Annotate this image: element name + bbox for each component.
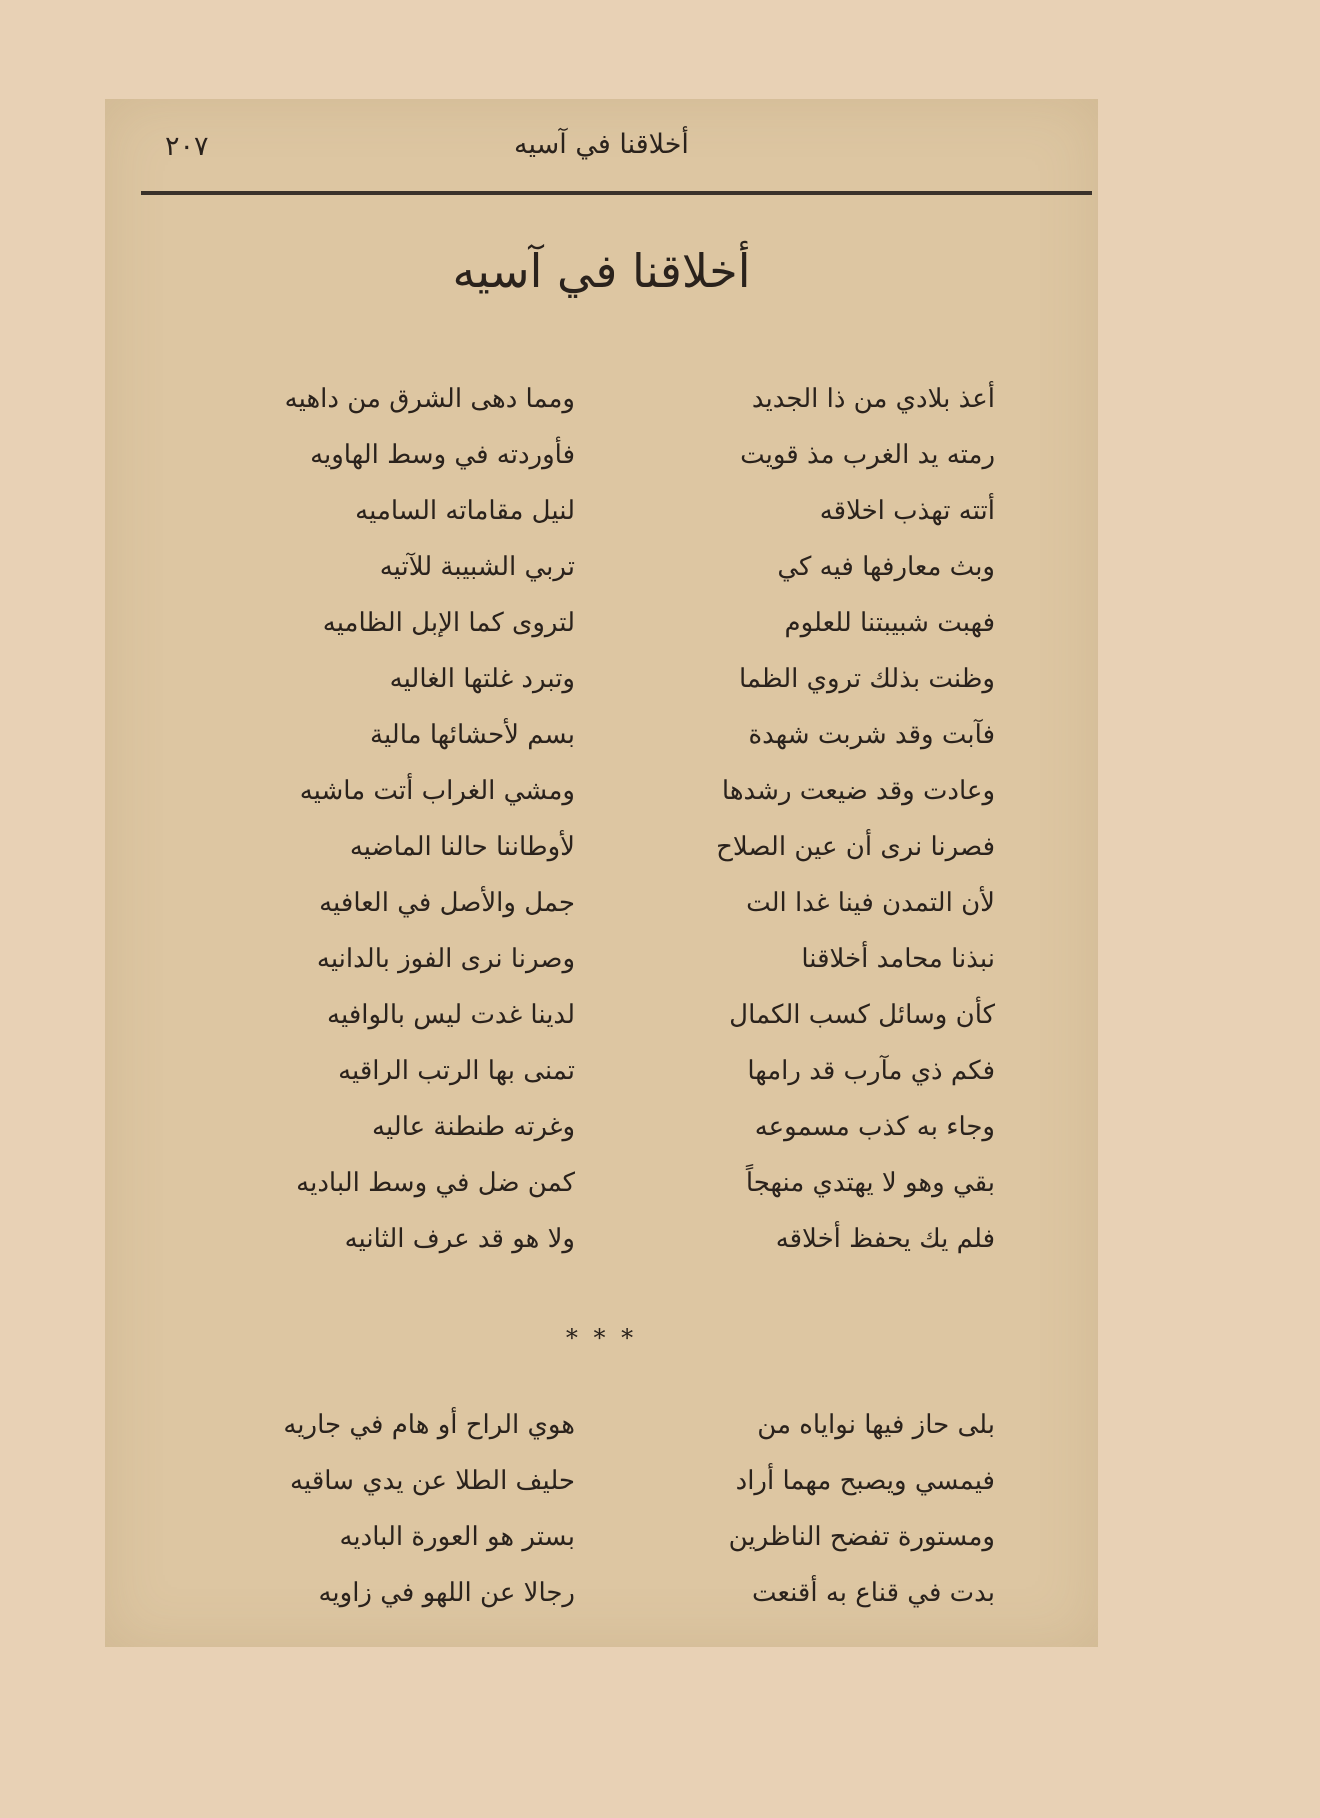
second-hemistich: لتروى كما الإبل الظاميه — [322, 608, 575, 638]
second-hemistich: لأوطاننا حالنا الماضيه — [349, 832, 575, 862]
second-hemistich: حليف الطلا عن يدي ساقيه — [290, 1466, 575, 1496]
first-hemistich: وعادت وقد ضيعت رشدها — [721, 776, 995, 806]
second-hemistich: كمن ضل في وسط الباديه — [296, 1168, 575, 1198]
second-hemistich: وغرته طنطنة عاليه — [372, 1112, 575, 1142]
stanza-2 — [255, 1397, 995, 1621]
page-number: ٢٠٧ — [165, 131, 209, 162]
couplet — [255, 1565, 995, 1621]
first-hemistich: بلى حاز فيها نواياه من — [757, 1410, 995, 1440]
first-hemistich: فيمسي ويصبح مهما أراد — [735, 1466, 995, 1496]
couplet — [255, 931, 995, 987]
asterism-divider: * * * — [565, 1324, 638, 1352]
stanza-1 — [255, 371, 995, 1267]
couplet — [255, 1099, 995, 1155]
first-hemistich: أعذ بلادي من ذا الجديد — [751, 384, 995, 414]
couplet — [255, 371, 995, 427]
first-hemistich: لأن التمدن فينا غدا الت — [746, 888, 995, 918]
second-hemistich: ومما دهى الشرق من داهيه — [284, 384, 575, 414]
couplet — [255, 875, 995, 931]
poem-title: أخلاقنا في آسيه — [452, 244, 751, 298]
second-hemistich: فأوردته في وسط الهاويه — [310, 440, 575, 470]
first-hemistich: فهبت شبيبتنا للعلوم — [784, 608, 995, 638]
first-hemistich: فكم ذي مآرب قد رامها — [747, 1056, 995, 1086]
first-hemistich: نبذنا محامد أخلاقنا — [801, 944, 995, 974]
first-hemistich: بدت في قناع به أقنعت — [752, 1578, 995, 1608]
book-page — [105, 99, 1098, 1647]
couplet — [255, 483, 995, 539]
couplet — [255, 1043, 995, 1099]
second-hemistich: لدينا غدت ليس بالوافيه — [327, 1000, 575, 1030]
first-hemistich: وجاء به كذب مسموعه — [754, 1112, 995, 1142]
couplet — [255, 651, 995, 707]
couplet — [255, 539, 995, 595]
first-hemistich: فصرنا نرى أن عين الصلاح — [716, 832, 995, 862]
second-hemistich: بسم لأحشائها مالية — [370, 720, 575, 750]
second-hemistich: جمل والأصل في العافيه — [319, 888, 575, 918]
couplet — [255, 1453, 995, 1509]
second-hemistich: بستر هو العورة الباديه — [339, 1522, 575, 1552]
running-title: أخلاقنا في آسيه — [514, 129, 689, 160]
second-hemistich: ولا هو قد عرف الثانيه — [344, 1224, 575, 1254]
second-hemistich: هوي الراح أو هام في جاريه — [283, 1410, 575, 1440]
couplet — [255, 987, 995, 1043]
first-hemistich: بقي وهو لا يهتدي منهجاً — [745, 1168, 995, 1198]
couplet — [255, 1155, 995, 1211]
couplet — [255, 707, 995, 763]
first-hemistich: وظنت بذلك تروي الظما — [738, 664, 995, 694]
second-hemistich: وصرنا نرى الفوز بالدانيه — [316, 944, 575, 974]
second-hemistich: رجالا عن اللهو في زاويه — [318, 1578, 575, 1608]
couplet — [255, 763, 995, 819]
header-rule — [141, 191, 1092, 195]
first-hemistich: وبث معارفها فيه كي — [777, 552, 995, 582]
first-hemistich: فلم يك يحفظ أخلاقه — [775, 1224, 995, 1254]
couplet — [255, 595, 995, 651]
couplet — [255, 427, 995, 483]
second-hemistich: وتبرد غلتها الغاليه — [389, 664, 575, 694]
first-hemistich: أتته تهذب اخلاقه — [819, 496, 995, 526]
couplet — [255, 1211, 995, 1267]
second-hemistich: تمنى بها الرتب الراقيه — [338, 1056, 575, 1086]
second-hemistich: تربي الشبيبة للآتيه — [379, 552, 575, 582]
couplet — [255, 1509, 995, 1565]
second-hemistich: ومشي الغراب أتت ماشيه — [299, 776, 575, 806]
first-hemistich: فآبت وقد شربت شهدة — [748, 720, 995, 750]
first-hemistich: رمته يد الغرب مذ قويت — [740, 440, 995, 470]
first-hemistich: كأن وسائل كسب الكمال — [729, 1000, 995, 1030]
couplet — [255, 1397, 995, 1453]
first-hemistich: ومستورة تفضح الناظرين — [728, 1522, 995, 1552]
second-hemistich: لنيل مقاماته الساميه — [355, 496, 575, 526]
running-head — [105, 129, 1098, 179]
couplet — [255, 819, 995, 875]
